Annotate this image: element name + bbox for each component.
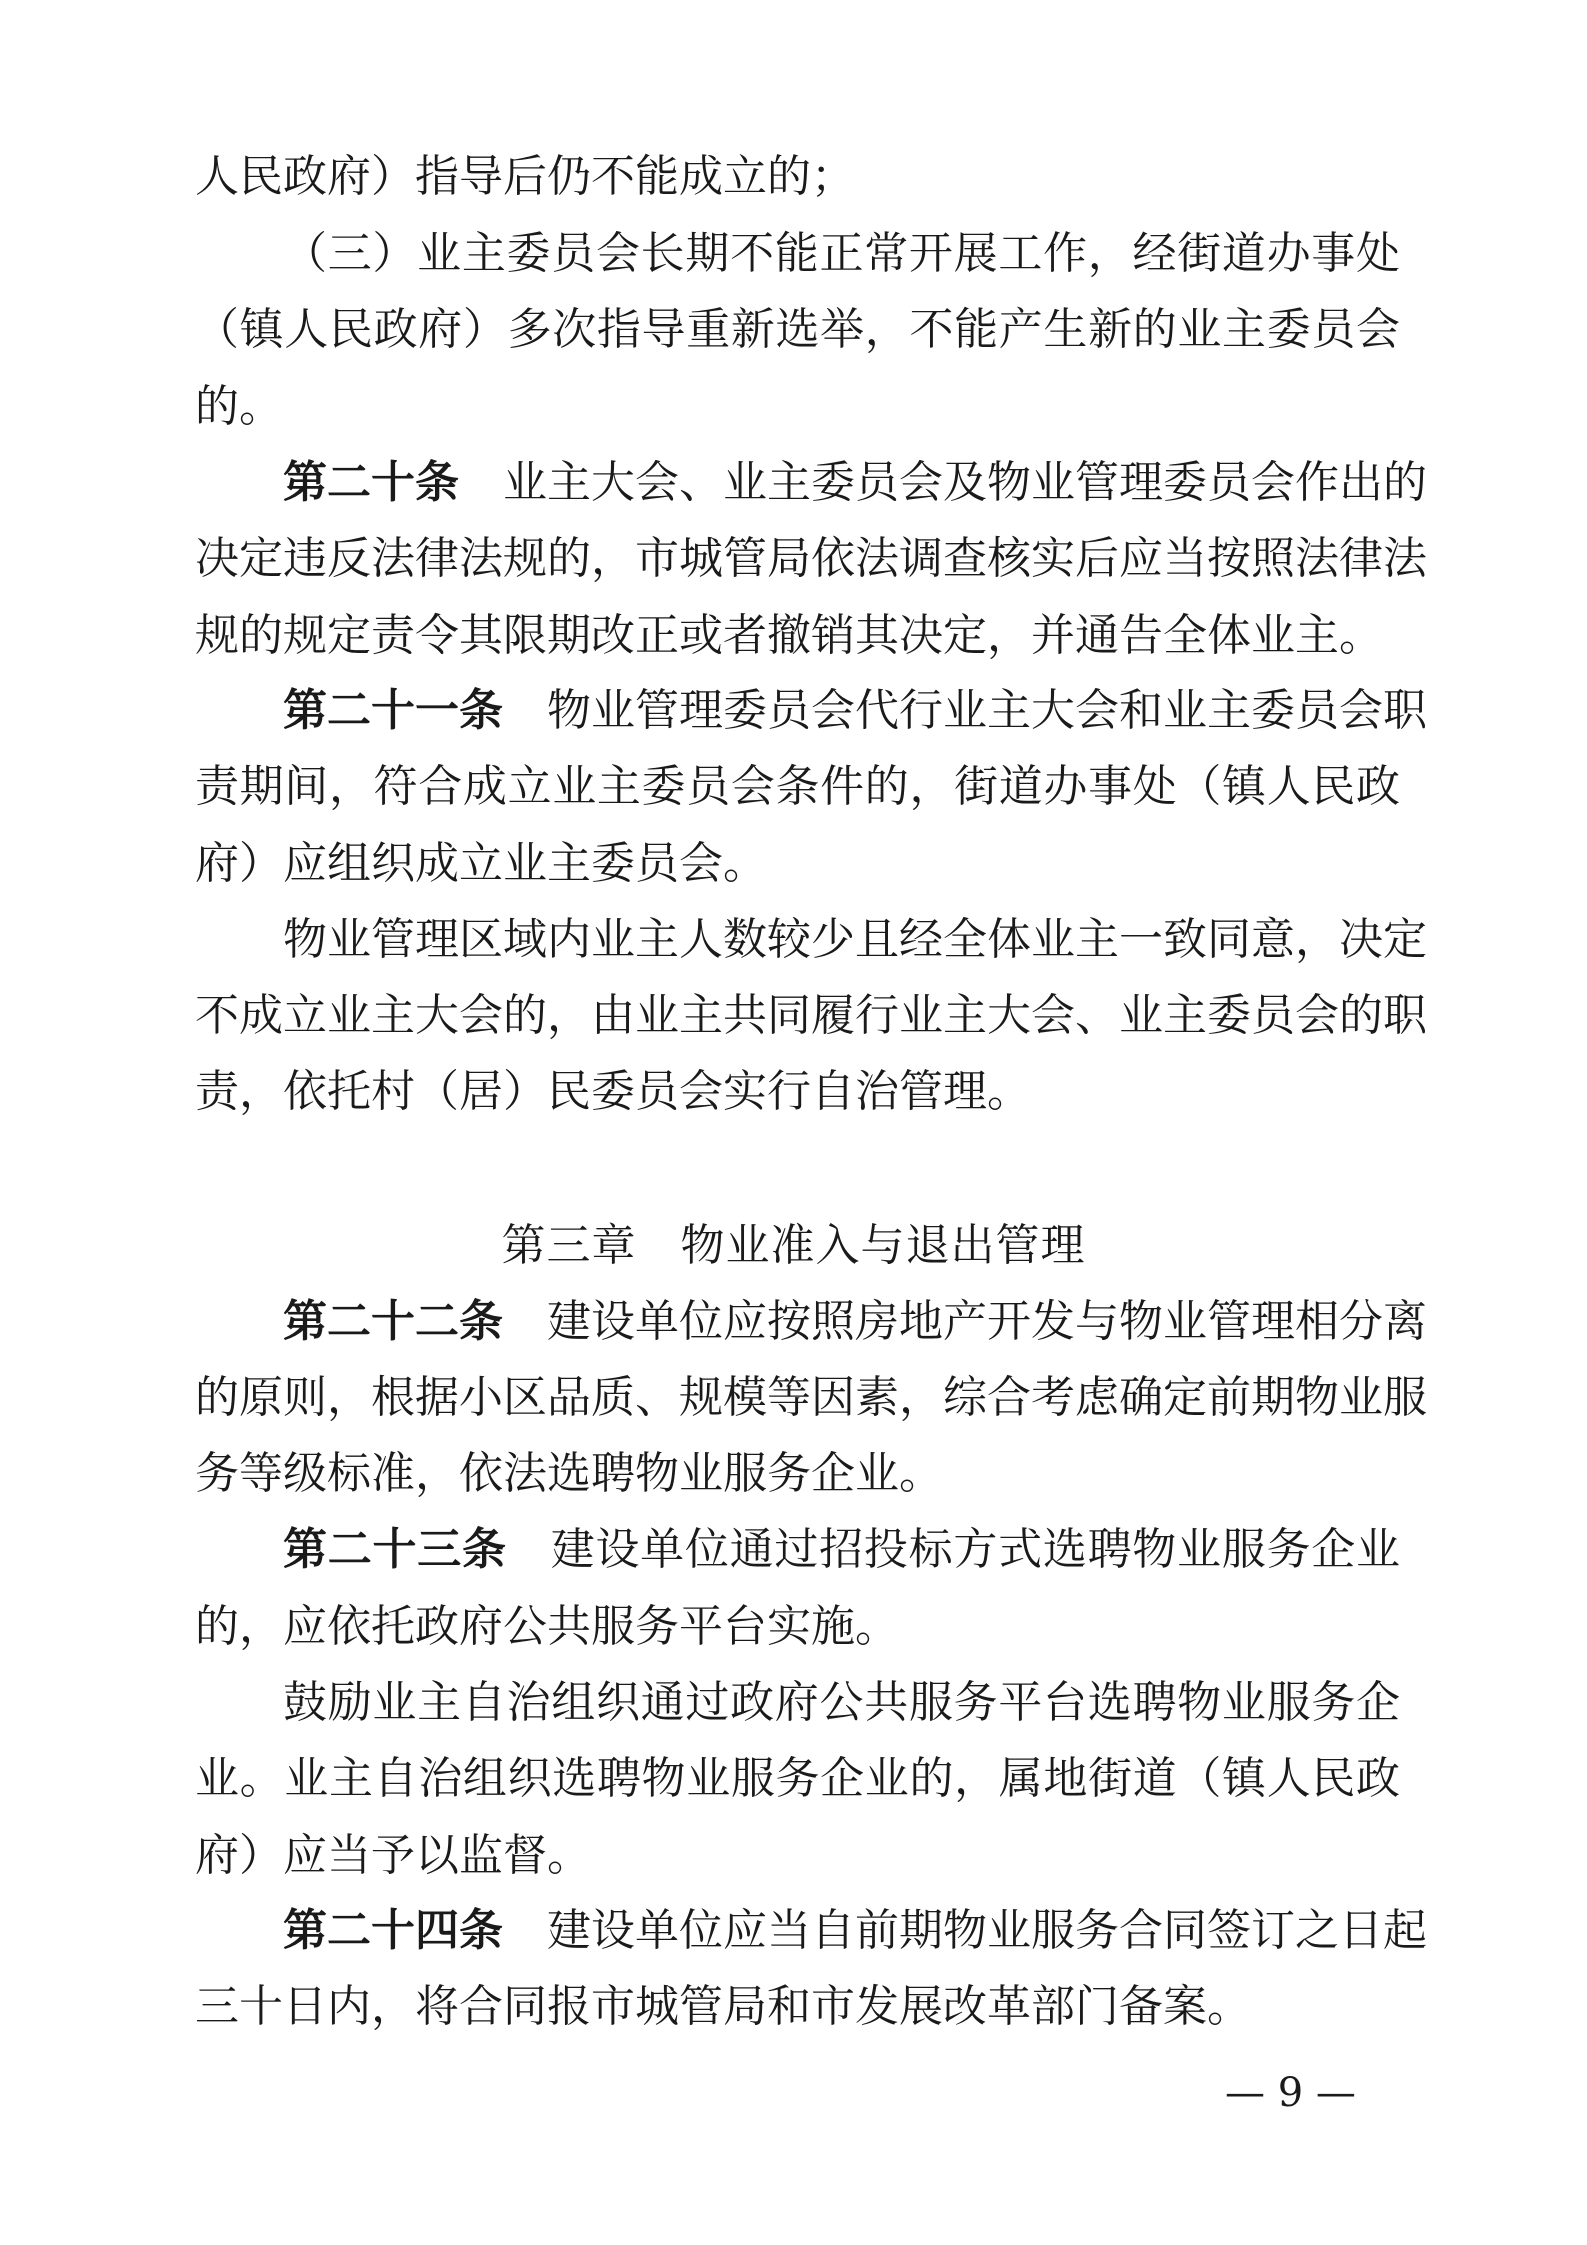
body-line: 业。业主自治组织选聘物业服务企业的，属地街道（镇人民政 bbox=[195, 1753, 1400, 1804]
body-line: 责期间，符合成立业主委员会条件的，街道办事处（镇人民政 bbox=[195, 761, 1400, 812]
body-line: 不成立业主大会的，由业主共同履行业主大会、业主委员会的职 bbox=[195, 990, 1427, 1041]
article-23-label: 第二十三条 bbox=[283, 1524, 507, 1575]
body-text: 建设单位通过招投标方式选聘物业服务企业 bbox=[550, 1524, 1401, 1575]
body-line: 鼓励业主自治组织通过政府公共服务平台选聘物业服务企 bbox=[283, 1677, 1400, 1728]
body-line: 的原则，根据小区品质、规模等因素，综合考虑确定前期物业服 bbox=[195, 1372, 1427, 1423]
article-23-first-line bbox=[283, 1520, 1400, 1580]
article-22-first-line bbox=[283, 1292, 1427, 1352]
body-line: 的，应依托政府公共服务平台实施。 bbox=[195, 1601, 899, 1652]
body-line: 规的规定责令其限期改正或者撤销其决定，并通告全体业主。 bbox=[195, 610, 1383, 661]
article-21-first-line bbox=[283, 681, 1427, 741]
body-line: 三十日内，将合同报市城管局和市发展改革部门备案。 bbox=[195, 1981, 1251, 2032]
body-line: 人民政府）指导后仍不能成立的； bbox=[195, 151, 855, 202]
article-22-label: 第二十二条 bbox=[283, 1296, 503, 1347]
body-text: 物业管理委员会代行业主大会和业主委员会职 bbox=[547, 685, 1427, 736]
article-24-first-line bbox=[283, 1901, 1427, 1961]
body-line: 府）应组织成立业主委员会。 bbox=[195, 838, 767, 889]
page-number: — 9 — bbox=[1225, 2070, 1356, 2116]
chapter-heading bbox=[0, 1216, 1587, 1276]
article-20-label: 第二十条 bbox=[283, 457, 459, 508]
body-text: 业主大会、业主委员会及物业管理委员会作出的 bbox=[503, 457, 1427, 508]
body-line: 府）应当予以监督。 bbox=[195, 1830, 591, 1881]
chapter-number: 第三章 bbox=[501, 1220, 637, 1271]
body-line: （三）业主委员会长期不能正常开展工作，经街道办事处 bbox=[283, 228, 1400, 279]
body-line: 务等级标准，依法选聘物业服务企业。 bbox=[195, 1448, 943, 1499]
body-line: 责，依托村（居）民委员会实行自治管理。 bbox=[195, 1066, 1031, 1117]
body-line: 的。 bbox=[195, 381, 283, 432]
body-line: 物业管理区域内业主人数较少且经全体业主一致同意，决定 bbox=[283, 914, 1427, 965]
article-24-label: 第二十四条 bbox=[283, 1905, 503, 1956]
chapter-title: 物业准入与退出管理 bbox=[680, 1220, 1086, 1271]
body-text: 建设单位应当自前期物业服务合同签订之日起 bbox=[547, 1905, 1427, 1956]
body-line: （镇人民政府）多次指导重新选举，不能产生新的业主委员会 bbox=[195, 304, 1400, 355]
body-line: 决定违反法律法规的，市城管局依法调查核实后应当按照法律法 bbox=[195, 533, 1427, 584]
article-20-first-line bbox=[283, 453, 1427, 513]
body-text: 建设单位应按照房地产开发与物业管理相分离 bbox=[547, 1296, 1427, 1347]
article-21-label: 第二十一条 bbox=[283, 685, 503, 736]
